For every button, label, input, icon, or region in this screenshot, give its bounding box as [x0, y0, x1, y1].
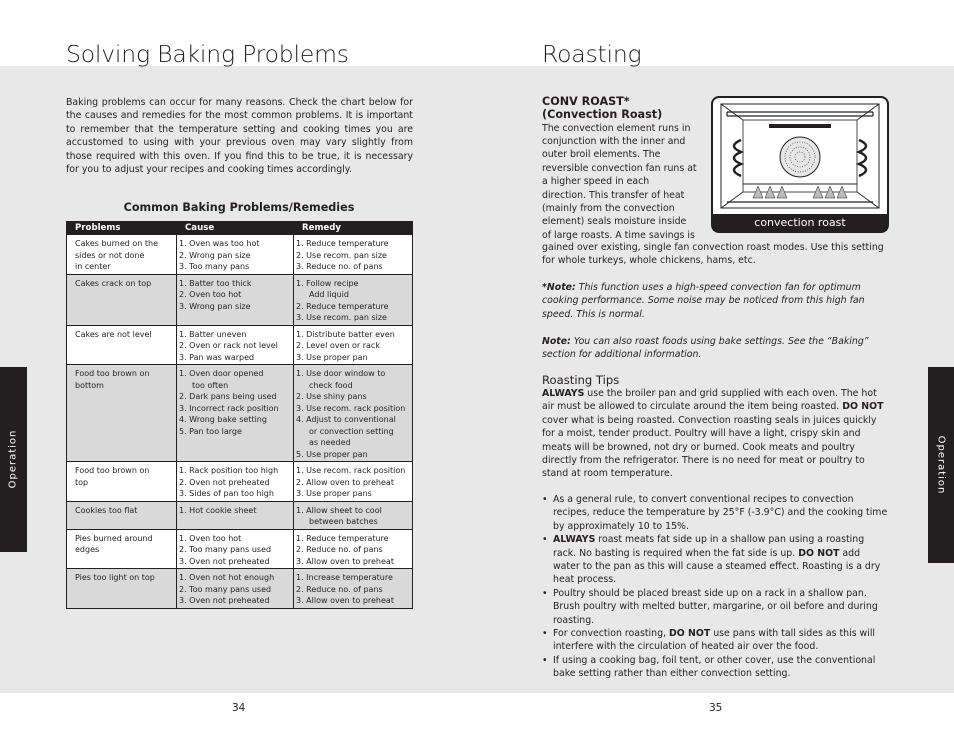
- tip-bullet-5: • If using a cooking bag, foil tent, or other cover, use the conventional bake setting rather than either convection setting.: [542, 654, 876, 680]
- remedy-cell-line: 5. Use proper pan: [296, 449, 368, 459]
- tip-4-text-2: use pans with tall sides as this will interfere with the circulation of heated air over the food.: [553, 628, 876, 653]
- table-row: [67, 569, 413, 609]
- conv-roast-heading: CONV ROAST*: [542, 95, 630, 108]
- remedy-cell-line: 2. Reduce no. of pans: [296, 584, 383, 594]
- cause-cell-line: 1. Batter uneven: [179, 329, 247, 339]
- roasting-tips-bullets: [542, 493, 888, 681]
- cause-cell-line: 1. Oven too hot: [179, 533, 242, 543]
- remedy-cell: [294, 235, 413, 275]
- conv-roast-line: (mainly from the convection: [542, 203, 675, 215]
- problem-cell-line: top: [75, 477, 89, 487]
- cause-cell: [177, 274, 294, 325]
- cause-cell-line: 3. Pan was warped: [179, 352, 255, 362]
- remedy-cell-line: or convection setting: [309, 426, 394, 436]
- remedy-cell: [294, 462, 413, 502]
- cause-cell-line: 1. Rack position too high: [179, 466, 279, 475]
- conv-roast-line: conjunction with the inner and: [542, 136, 686, 147]
- remedy-cell: [294, 365, 413, 462]
- cause-cell: [177, 462, 294, 502]
- conv-roast-text-continued: gained over existing, single fan convection roast modes. Use this setting for whole turkeys, whole chickens, hams, etc.: [542, 242, 884, 267]
- page-number-right: 35: [709, 702, 723, 714]
- remedy-cell: [294, 274, 413, 325]
- problem-cell-line: sides or not done: [75, 250, 145, 260]
- header-remedy: Remedy: [294, 222, 413, 235]
- tip-bullet-2: • ALWAYS roast meats fat side up in a shallow pan using a roasting rack. No basting is required when the fat side is up. DO NOT add water to the pan as this will cause a steamed effect. Roasting is a dry heat process.: [542, 534, 881, 586]
- remedy-cell-line: 3. Use proper pan: [296, 352, 368, 362]
- remedy-cell: [294, 325, 413, 365]
- problem-cell-line: Cakes crack on top: [75, 278, 152, 288]
- cause-cell-line: 3. Oven not preheated: [179, 596, 270, 605]
- convection-roast-illustration: [711, 96, 889, 233]
- intro-paragraph: Baking problems can occur for many reasons. Check the chart below for the causes and remedies for the most common problems. It is important to remember that the temperature setting and cooking times you are accustomed to using with your previous oven may vary slightly from those required with this oven. If you find this to be true, it is necessary for you to adjust your recipes and cooking times accordingly.: [66, 97, 413, 176]
- table-header-row: [67, 222, 413, 235]
- cause-cell-line: 2. Oven too hot: [179, 290, 242, 299]
- conv-roast-text: [542, 122, 712, 243]
- remedy-cell-line: 1. Use door window to: [296, 369, 386, 378]
- remedy-cell-line: 1. Reduce temperature: [296, 239, 389, 248]
- table-row: [67, 365, 413, 462]
- cause-cell-line: 3. Wrong pan size: [179, 301, 251, 311]
- cause-cell-line: 1. Batter too thick: [179, 278, 252, 288]
- cause-cell-line: 2. Oven or rack not level: [179, 341, 278, 350]
- note-fan-noise: [542, 281, 890, 321]
- roasting-tips-heading: Roasting Tips: [542, 373, 620, 387]
- tip-4-text-1: For convection roasting,: [553, 628, 670, 640]
- tip-bullet-4: • For convection roasting, DO NOT use pans with tall sides as this will interfere with the circulation of heated air over the food.: [542, 628, 876, 653]
- roasting-tips-paragraph: [542, 387, 890, 481]
- page-title-right: Roasting: [542, 40, 642, 68]
- conv-roast-line: a higher speed in each: [542, 176, 650, 188]
- tips-text-1: use the broiler pan and grid supplied with each oven. The hot air must be allowed to circulate around the item being roasted.: [542, 388, 877, 413]
- tip-5-text: If using a cooking bag, foil tent, or other cover, use the conventional bake setting rather than either convection setting.: [553, 654, 876, 680]
- header-cause: Cause: [177, 222, 294, 235]
- cause-cell-line: 2. Dark pans being used: [179, 392, 277, 401]
- baking-problems-table: [66, 221, 413, 609]
- remedy-cell-line: 2. Allow oven to preheat: [296, 477, 394, 487]
- remedy-cell-line: between batches: [309, 517, 378, 526]
- side-tab-left: [0, 367, 27, 552]
- remedy-cell-line: 2. Use recom. pan size: [296, 250, 387, 260]
- remedy-cell-line: 4. Adjust to conventional: [296, 415, 396, 424]
- remedy-cell: [294, 569, 413, 609]
- remedy-cell-line: 3. Allow oven to preheat: [296, 596, 394, 605]
- tip-2-always: ALWAYS: [553, 534, 596, 546]
- remedy-cell-line: 2. Reduce temperature: [296, 301, 389, 311]
- tips-do-not: DO NOT: [842, 401, 884, 413]
- tip-2-text-1: roast meats fat side up in a shallow pan using a roasting rack. No basting is required when the fat side is up.: [553, 534, 865, 559]
- conv-roast-subheading: (Convection Roast): [542, 107, 663, 121]
- cause-cell-line: 2. Too many pans used: [179, 545, 272, 554]
- table-row: [67, 325, 413, 365]
- remedy-cell-line: 1. Distribute batter even: [296, 329, 395, 339]
- problem-cell-line: edges: [75, 545, 100, 554]
- problem-cell-line: Pies too light on top: [75, 573, 155, 582]
- cause-cell: [177, 235, 294, 275]
- remedy-cell-line: check food: [309, 380, 353, 390]
- tip-bullet-3: • Poultry should be placed breast side up on a rack in a shallow pan. Brush poultry with melted butter, margarine, or oil before and during roasting.: [542, 587, 878, 626]
- page-title-left: Solving Baking Problems: [66, 40, 349, 68]
- table-title: Common Baking Problems/Remedies: [123, 201, 355, 214]
- tips-text-2: cover what is being roasted. Convection roasting seals in juices quickly for a moist, tender product. Poultry will have a light, crispy skin and meats will be browned, not dry or burned. Cook meats and poultry directly from the refrigerator. There is no need for meat or poultry to stand at room temperature.: [542, 414, 877, 480]
- problem-cell: [67, 529, 177, 569]
- remedy-cell-line: 1. Reduce temperature: [296, 533, 389, 543]
- cause-cell-line: 1. Oven not hot enough: [179, 573, 275, 582]
- tip-2-text-2: add water to the pan as this will cause a steamed effect. Roasting is a dry heat process.: [553, 547, 881, 586]
- remedy-cell: [294, 501, 413, 529]
- remedy-cell-line: 3. Use recom. rack position: [296, 403, 406, 413]
- remedy-cell-line: 3. Use recom. pan size: [296, 313, 387, 322]
- problem-cell: [67, 569, 177, 609]
- remedy-cell: [294, 529, 413, 569]
- side-tab-right: [928, 367, 954, 563]
- conv-roast-line: reversible convection fan runs at: [542, 162, 697, 174]
- oven-illustration-label: convection roast: [713, 214, 887, 231]
- remedy-cell-line: 1. Allow sheet to cool: [296, 505, 382, 515]
- tip-4-do-not: DO NOT: [669, 628, 711, 640]
- cause-cell-line: 3. Incorrect rack position: [179, 403, 279, 413]
- cause-cell-line: 5. Pan too large: [179, 426, 242, 436]
- problem-cell-line: Food too brown on: [75, 466, 150, 475]
- note1-text: This function uses a high-speed convection fan for optimum cooking performance. Some noise may be noticed from this high fan speed. This is normal.: [542, 282, 865, 320]
- remedy-cell-line: 1. Use recom. rack position: [296, 466, 406, 475]
- remedy-cell-line: 3. Use proper pans: [296, 489, 372, 498]
- side-tab-right-label: Operation: [935, 435, 947, 495]
- note1-label: *Note:: [542, 282, 576, 293]
- cause-cell-line: too often: [192, 380, 229, 390]
- conv-roast-line: outer broil elements. The: [542, 149, 661, 161]
- conv-roast-line: The convection element runs in: [542, 122, 691, 134]
- cause-cell-line: 3. Sides of pan too high: [179, 489, 274, 498]
- table-row: [67, 501, 413, 529]
- cause-cell: [177, 325, 294, 365]
- cause-cell-line: 2. Too many pans used: [179, 584, 272, 594]
- remedy-cell-line: as needed: [309, 438, 351, 447]
- problem-cell: [67, 325, 177, 365]
- remedy-cell-line: 1. Follow recipe: [296, 278, 359, 288]
- tip-2-do-not: DO NOT: [798, 547, 840, 559]
- problem-cell: [67, 365, 177, 462]
- conv-roast-line: direction. This transfer of heat: [542, 189, 685, 201]
- table-row: [67, 529, 413, 569]
- remedy-cell-line: 3. Reduce no. of pans: [296, 262, 383, 271]
- remedy-cell-line: 2. Reduce no. of pans: [296, 545, 383, 554]
- problem-cell-line: Food too brown on: [75, 369, 150, 378]
- remedy-cell-line: Add liquid: [309, 290, 349, 299]
- cause-cell: [177, 569, 294, 609]
- cause-cell-line: 4. Wrong bake setting: [179, 415, 267, 424]
- note2-text: You can also roast foods using bake settings. See the “Baking” section for additional information.: [542, 336, 869, 361]
- conv-roast-line: element) seals moisture inside: [542, 216, 687, 228]
- cause-cell-line: 2. Wrong pan size: [179, 250, 251, 260]
- cause-cell: [177, 501, 294, 529]
- page-number-left: 34: [232, 702, 246, 714]
- cause-cell-line: 1. Oven door opened: [179, 369, 264, 378]
- problem-cell-line: bottom: [75, 380, 104, 390]
- tip-bullet-1: • As a general rule, to convert conventional recipes to convection recipes, reduce the temperature by 25°F (-3.9°C) and the cooking time by approximately 10 to 15%.: [542, 494, 888, 532]
- cause-cell-line: 3. Oven not preheated: [179, 556, 270, 566]
- conv-roast-section: [542, 96, 712, 242]
- table-row: [67, 462, 413, 502]
- note-bake-settings: [542, 335, 890, 362]
- problem-cell-line: Cakes are not level: [75, 329, 152, 339]
- oven-cavity-icon: [713, 98, 887, 214]
- roasting-tips-section: [542, 374, 890, 481]
- problem-cell-line: in center: [75, 262, 111, 271]
- remedy-cell-line: 2. Use shiny pans: [296, 392, 367, 401]
- remedy-cell-line: 2. Level oven or rack: [296, 341, 380, 350]
- tip-1-text: As a general rule, to convert conventional recipes to convection recipes, reduce the temperature by 25°F (-3.9°C) and the cooking time by approximately 10 to 15%.: [553, 494, 888, 532]
- remedy-cell-line: 3. Allow oven to preheat: [296, 556, 394, 566]
- note2-label: Note:: [542, 336, 571, 347]
- problem-cell-line: Cakes burned on the: [75, 239, 159, 248]
- problem-cell: [67, 235, 177, 275]
- conv-roast-line: of large roasts. A time savings is: [542, 229, 695, 241]
- cause-cell: [177, 365, 294, 462]
- cause-cell: [177, 529, 294, 569]
- table-row: [67, 235, 413, 275]
- problem-cell-line: Pies burned around: [75, 533, 153, 543]
- header-problems: Problems: [67, 222, 177, 235]
- problem-cell: [67, 501, 177, 529]
- problem-cell: [67, 274, 177, 325]
- problem-cell: [67, 462, 177, 502]
- side-tab-left-label: Operation: [7, 429, 19, 489]
- remedy-cell-line: 1. Increase temperature: [296, 573, 393, 582]
- cause-cell-line: 3. Too many pans: [179, 262, 250, 271]
- table-row: [67, 274, 413, 325]
- cause-cell-line: 1. Oven was too hot: [179, 239, 260, 248]
- tips-always: ALWAYS: [542, 388, 585, 399]
- problem-cell-line: Cookies too flat: [75, 505, 138, 515]
- cause-cell-line: 1. Hot cookie sheet: [179, 505, 257, 515]
- cause-cell-line: 2. Oven not preheated: [179, 477, 270, 487]
- tip-3-text: Poultry should be placed breast side up on a rack in a shallow pan. Brush poultry with melted butter, margarine, or oil before and during roasting.: [553, 587, 878, 626]
